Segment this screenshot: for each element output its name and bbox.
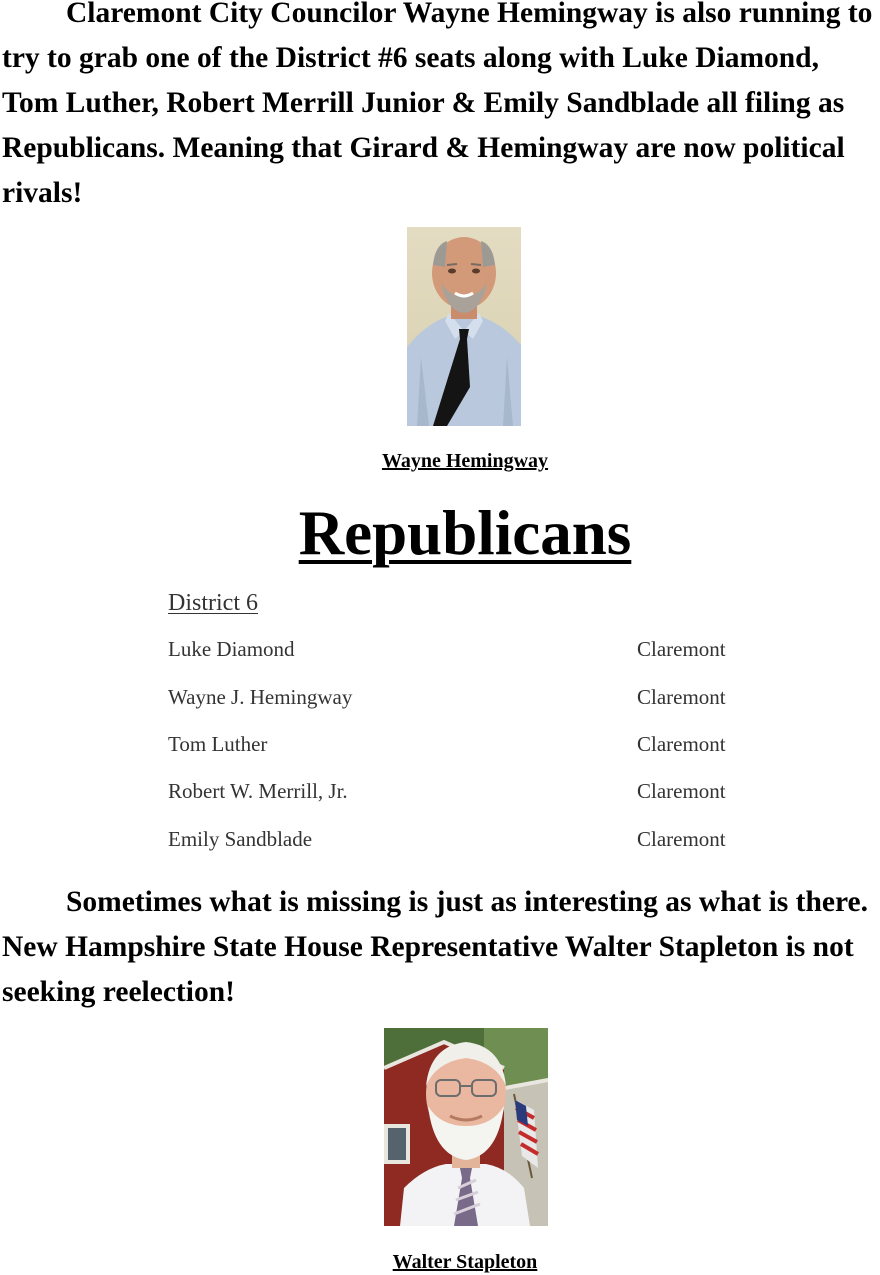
portrait-illustration xyxy=(384,1028,548,1226)
article-paragraph-2: Sometimes what is missing is just as interesting as what is there. New Hampshire State House Representative Walter Stapleton is not seeking reelection! xyxy=(2,886,868,1008)
candidate-row xyxy=(168,634,768,664)
candidate-name: Luke Diamond xyxy=(168,637,295,661)
candidate-town: Claremont xyxy=(637,685,726,709)
photo-caption: Walter Stapleton xyxy=(392,1251,538,1273)
section-heading: Republicans xyxy=(298,498,632,568)
photo-caption: Wayne Hemingway xyxy=(381,450,549,472)
candidate-row xyxy=(168,776,768,806)
candidate-name: Wayne J. Hemingway xyxy=(168,685,353,709)
candidate-name: Tom Luther xyxy=(168,732,268,756)
wayne-hemingway-photo xyxy=(407,227,521,426)
candidate-row xyxy=(168,682,768,712)
candidate-town: Claremont xyxy=(637,827,726,851)
candidate-town: Claremont xyxy=(637,732,726,756)
walter-stapleton-photo xyxy=(384,1028,548,1226)
candidate-town: Claremont xyxy=(637,779,726,803)
district-title: District 6 xyxy=(168,590,258,616)
candidate-name: Emily Sandblade xyxy=(168,827,313,851)
portrait-illustration xyxy=(407,227,521,426)
candidate-name: Robert W. Merrill, Jr. xyxy=(168,779,348,803)
article-paragraph-1: Claremont City Councilor Wayne Hemingway is also running to try to grab one of the District #6 seats along with Luke Diamond, Tom Luther, Robert Merrill Junior & Emily Sandblade all filing as Republicans. Meaning that Girard & Hemingway are now political rivals! xyxy=(2,0,873,209)
candidate-row xyxy=(168,824,768,854)
candidate-row xyxy=(168,729,768,759)
candidate-town: Claremont xyxy=(637,637,726,661)
